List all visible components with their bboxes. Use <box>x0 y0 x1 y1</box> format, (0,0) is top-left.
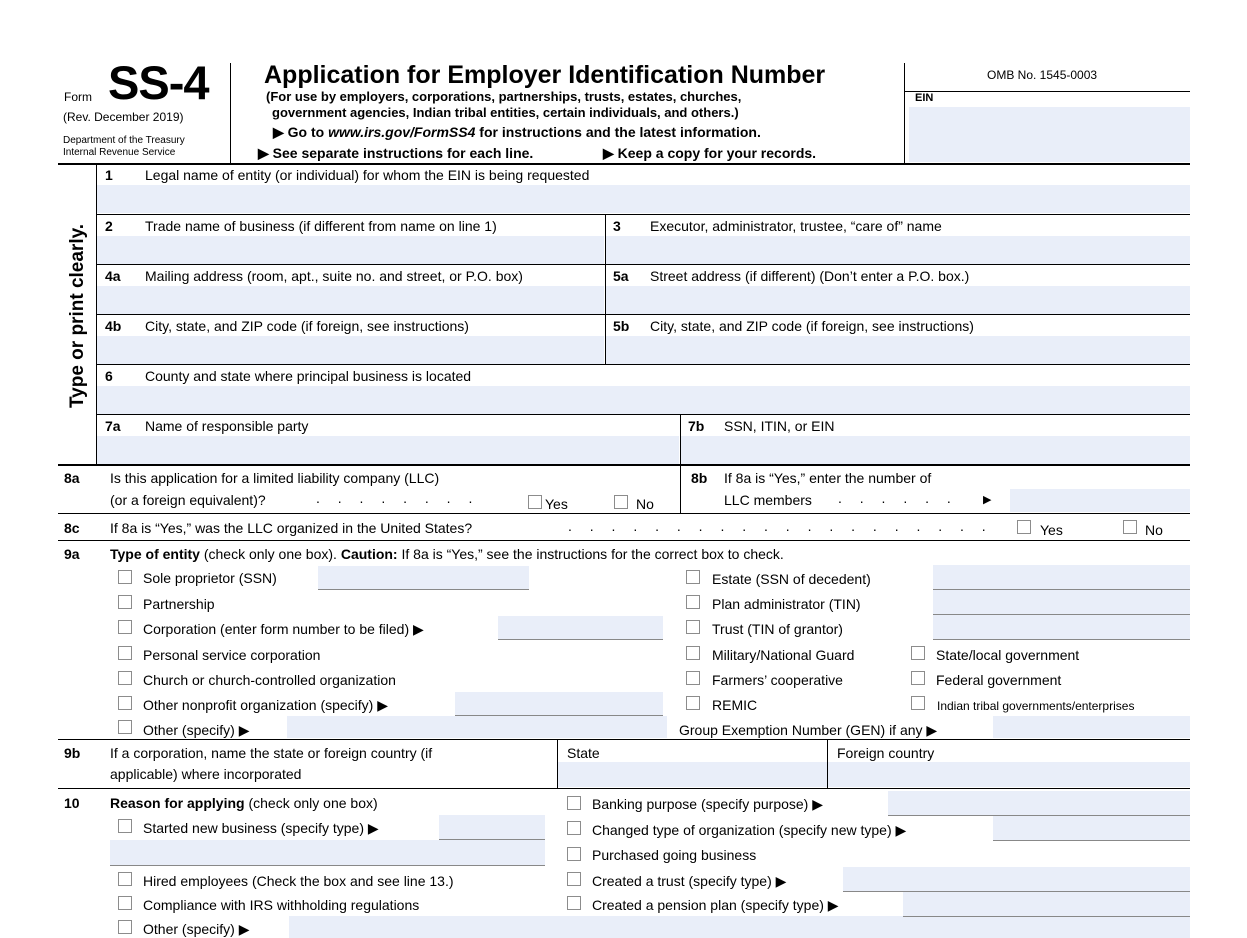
created-pension-plan-type-field[interactable] <box>903 892 1190 917</box>
keep-copy-note: ▶ Keep a copy for your records. <box>603 145 817 161</box>
plan-administrator-tin-field[interactable] <box>933 590 1190 615</box>
line-8a-number: 8a <box>64 470 80 486</box>
line-9a-title-rest: (check only one box). <box>199 546 341 562</box>
department-name: Department of the Treasury <box>63 135 185 146</box>
irs-link[interactable]: www.irs.gov/FormSS4 <box>328 124 476 140</box>
banking-purpose-label: Banking purpose (specify purpose) ▶ <box>592 796 823 812</box>
line-8b-dots: . . . . . . <box>838 490 958 506</box>
line-8b-llc-members-field[interactable] <box>1010 489 1190 512</box>
line-7a-field[interactable] <box>97 436 679 464</box>
line-9a-caution-bold: Caution: <box>340 546 398 562</box>
military-national-guard-label: Military/National Guard <box>712 647 855 663</box>
incorporation-state-field[interactable] <box>558 762 827 787</box>
line-8b-arrow: ▶ <box>983 494 992 506</box>
estate-checkbox[interactable] <box>686 570 700 584</box>
other-entity-checkbox[interactable] <box>118 720 132 734</box>
line-9a-title-bold: Type of entity <box>110 546 200 562</box>
other-entity-field[interactable] <box>287 716 667 738</box>
created-trust-label: Created a trust (specify type) ▶ <box>592 873 787 889</box>
ein-label: EIN <box>915 92 934 104</box>
trust-tin-field[interactable] <box>933 615 1190 640</box>
line-6-number: 6 <box>105 368 113 384</box>
other-nonprofit-checkbox[interactable] <box>118 696 132 710</box>
plan-administrator-checkbox[interactable] <box>686 595 700 609</box>
sole-proprietor-label: Sole proprietor (SSN) <box>143 570 277 586</box>
federal-government-label: Federal government <box>936 672 1062 688</box>
military-national-guard-checkbox[interactable] <box>686 646 700 660</box>
line-8a-question: Is this application for a limited liability company (LLC) <box>110 470 440 486</box>
plan-administrator-label: Plan administrator (TIN) <box>712 596 861 612</box>
line-5a-label: Street address (if different) (Don’t enter a P.O. box.) <box>650 268 970 284</box>
omb-number: OMB No. 1545-0003 <box>987 68 1098 82</box>
line-9b-question: If a corporation, name the state or foreign country (if <box>110 745 433 761</box>
purchased-going-business-checkbox[interactable] <box>567 847 581 861</box>
purchased-going-business-label: Purchased going business <box>592 847 757 863</box>
line-8a-question-cont: (or a foreign equivalent)? <box>110 492 266 508</box>
withholding-compliance-label: Compliance with IRS withholding regulations <box>143 897 420 913</box>
created-pension-plan-label: Created a pension plan (specify type) ▶ <box>592 897 839 913</box>
corporation-checkbox[interactable] <box>118 620 132 634</box>
group-exemption-field[interactable] <box>993 716 1190 738</box>
personal-service-corporation-checkbox[interactable] <box>118 646 132 660</box>
line-5b-field[interactable] <box>606 336 1190 364</box>
other-reason-checkbox[interactable] <box>118 920 132 934</box>
created-pension-plan-checkbox[interactable] <box>567 896 581 910</box>
line-5a-number: 5a <box>613 268 629 284</box>
personal-service-corporation-label: Personal service corporation <box>143 647 321 663</box>
line-3-field[interactable] <box>606 236 1190 264</box>
line-4a-number: 4a <box>105 268 121 284</box>
line-7b-label: SSN, ITIN, or EIN <box>724 418 835 434</box>
changed-organization-type-checkbox[interactable] <box>567 821 581 835</box>
line-4a-field[interactable] <box>97 286 604 314</box>
line-6-label: County and state where principal business is located <box>145 368 472 384</box>
line-9a-caution-rest: If 8a is “Yes,” see the instructions for the correct box to check. <box>397 546 784 562</box>
line-8c-question: If 8a is “Yes,” was the LLC organized in the United States? <box>110 520 473 536</box>
partnership-label: Partnership <box>143 596 215 612</box>
state-local-government-label: State/local government <box>936 647 1080 663</box>
started-new-business-type-field[interactable] <box>439 815 545 840</box>
form-subtitle-1: (For use by employers, corporations, partnerships, trusts, estates, churches, <box>266 89 742 104</box>
form-subtitle-2: government agencies, Indian tribal entities, certain individuals, and others.) <box>272 105 739 120</box>
line-8a-no-checkbox[interactable] <box>614 495 628 509</box>
banking-purpose-field[interactable] <box>888 791 1190 816</box>
line-8a-yes-checkbox[interactable] <box>528 495 542 509</box>
line-3-label: Executor, administrator, trustee, “care of” name <box>650 218 942 234</box>
indian-tribal-government-label: Indian tribal governments/enterprises <box>937 699 1135 713</box>
other-nonprofit-label: Other nonprofit organization (specify) ▶ <box>143 697 388 713</box>
corporation-label: Corporation (enter form number to be filed) ▶ <box>143 621 424 637</box>
line-8a-yes-label: Yes <box>545 496 568 512</box>
started-new-business-label: Started new business (specify type) ▶ <box>143 820 379 836</box>
line-6-field[interactable] <box>97 386 1190 414</box>
line-2-field[interactable] <box>97 236 604 264</box>
created-trust-checkbox[interactable] <box>567 872 581 886</box>
group-exemption-label: Group Exemption Number (GEN) if any ▶ <box>679 722 938 738</box>
goto-instructions <box>273 124 761 141</box>
remic-checkbox[interactable] <box>686 696 700 710</box>
line-8c-yes-checkbox[interactable] <box>1017 520 1031 534</box>
trust-checkbox[interactable] <box>686 620 700 634</box>
other-nonprofit-field[interactable] <box>455 692 663 716</box>
hired-employees-checkbox[interactable] <box>118 872 132 886</box>
started-new-business-checkbox[interactable] <box>118 819 132 833</box>
line-8c-dots: . . . . . . . . . . . . . . . . . . . . <box>568 518 993 534</box>
line-5a-field[interactable] <box>606 286 1190 314</box>
line-3-number: 3 <box>613 218 621 234</box>
line-7a-label: Name of responsible party <box>145 418 309 434</box>
line-4b-number: 4b <box>105 318 122 334</box>
line-5b-label: City, state, and ZIP code (if foreign, see instructions) <box>650 318 974 334</box>
sole-proprietor-checkbox[interactable] <box>118 570 132 584</box>
line-7b-field[interactable] <box>681 436 1190 464</box>
line-7a-number: 7a <box>105 418 121 434</box>
farmers-cooperative-label: Farmers’ cooperative <box>712 672 843 688</box>
service-name: Internal Revenue Service <box>63 147 176 158</box>
line-9b-number: 9b <box>64 745 81 761</box>
form-label: Form <box>64 90 92 104</box>
indian-tribal-government-checkbox[interactable] <box>911 696 925 710</box>
see-separate-instructions: ▶ See separate instructions for each line. <box>258 145 534 161</box>
created-trust-type-field[interactable] <box>843 867 1190 892</box>
revision-date: (Rev. December 2019) <box>63 110 184 124</box>
goto-suffix: for instructions and the latest information. <box>475 124 761 140</box>
line-2-number: 2 <box>105 218 113 234</box>
line-5b-number: 5b <box>613 318 630 334</box>
line-9a-number: 9a <box>64 546 80 562</box>
started-new-business-type-field-2[interactable] <box>110 840 545 866</box>
type-or-print-clearly: Type or print clearly. <box>67 223 88 409</box>
form-title: Application for Employer Identification Number <box>264 61 826 89</box>
line-1-number: 1 <box>105 167 113 183</box>
line-1-field[interactable] <box>97 185 1190 213</box>
foreign-country-label: Foreign country <box>837 745 935 761</box>
line-8b-number: 8b <box>691 470 708 486</box>
changed-organization-type-label: Changed type of organization (specify new type) ▶ <box>592 822 907 838</box>
line-8b-question: If 8a is “Yes,” enter the number of <box>724 470 932 486</box>
form-number: SS-4 <box>108 56 209 109</box>
other-reason-label: Other (specify) ▶ <box>143 921 250 937</box>
line-8b-question-cont: LLC members <box>724 492 812 508</box>
sole-proprietor-ssn-field[interactable] <box>318 566 529 590</box>
line-7b-number: 7b <box>688 418 705 434</box>
line-10-number: 10 <box>64 795 80 811</box>
line-8c-yes-label: Yes <box>1040 522 1063 538</box>
line-1-label: Legal name of entity (or individual) for whom the EIN is being requested <box>145 167 590 183</box>
church-organization-label: Church or church-controlled organization <box>143 672 396 688</box>
incorporation-state-label: State <box>567 745 600 761</box>
withholding-compliance-checkbox[interactable] <box>118 896 132 910</box>
line-2-label: Trade name of business (if different from name on line 1) <box>145 218 497 234</box>
corporation-form-number-field[interactable] <box>498 616 663 640</box>
banking-purpose-checkbox[interactable] <box>567 796 581 810</box>
line-8c-no-checkbox[interactable] <box>1123 520 1137 534</box>
farmers-cooperative-checkbox[interactable] <box>686 671 700 685</box>
goto-prefix: ▶ Go to <box>273 124 329 140</box>
foreign-country-field[interactable] <box>828 762 1190 787</box>
line-8c-no-label: No <box>1145 522 1163 538</box>
line-10-title <box>110 795 378 811</box>
other-reason-field[interactable] <box>289 916 1190 938</box>
line-8a-no-label: No <box>636 496 654 512</box>
line-10-title-bold: Reason for applying <box>110 795 245 811</box>
partnership-checkbox[interactable] <box>118 595 132 609</box>
ein-field[interactable] <box>909 107 1190 162</box>
line-4a-label: Mailing address (room, apt., suite no. and street, or P.O. box) <box>145 268 523 284</box>
changed-organization-type-field[interactable] <box>993 816 1190 841</box>
trust-label: Trust (TIN of grantor) <box>712 621 843 637</box>
other-entity-label: Other (specify) ▶ <box>143 722 250 738</box>
church-organization-checkbox[interactable] <box>118 671 132 685</box>
remic-label: REMIC <box>712 697 758 713</box>
line-4b-label: City, state, and ZIP code (if foreign, see instructions) <box>145 318 469 334</box>
line-8c-number: 8c <box>64 520 80 536</box>
line-8a-dots: . . . . . . . . <box>316 490 480 506</box>
hired-employees-label: Hired employees (Check the box and see line 13.) <box>143 873 454 889</box>
estate-label: Estate (SSN of decedent) <box>712 571 871 587</box>
line-10-title-rest: (check only one box) <box>244 795 378 811</box>
state-local-government-checkbox[interactable] <box>911 646 925 660</box>
line-9b-question-cont: applicable) where incorporated <box>110 766 302 782</box>
line-4b-field[interactable] <box>97 336 604 364</box>
line-9a-title <box>110 546 784 562</box>
estate-ssn-field[interactable] <box>933 565 1190 590</box>
federal-government-checkbox[interactable] <box>911 671 925 685</box>
